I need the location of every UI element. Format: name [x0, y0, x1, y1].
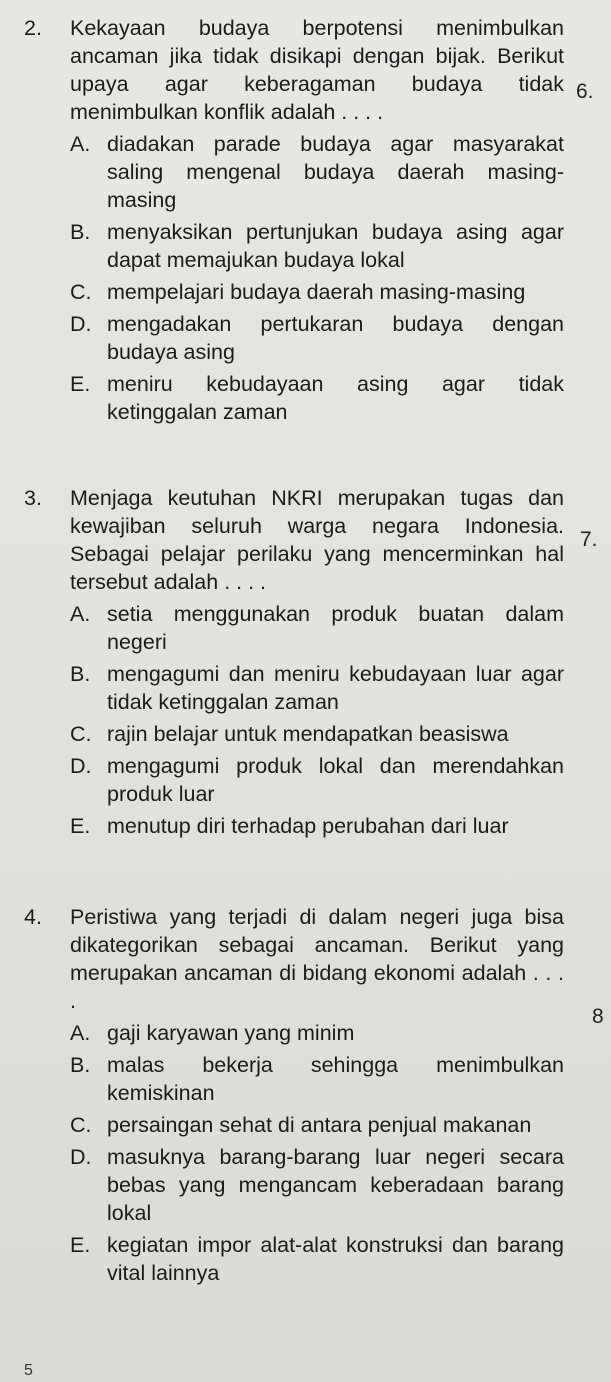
option-b[interactable] — [70, 660, 564, 716]
option-text: mempelajari budaya daerah masing-masing — [107, 280, 526, 304]
option-text: kegiatan impor alat-alat konstruksi dan barang vital lainnya — [107, 1233, 564, 1285]
option-text: mengagumi produk lokal dan merendahkan produk luar — [107, 754, 564, 806]
question-number: 4. — [24, 905, 42, 929]
option-label: E. — [70, 1233, 91, 1257]
option-a[interactable] — [70, 600, 564, 656]
option-text: menyaksikan pertunjukan budaya asing agar dapat memajukan budaya lokal — [107, 220, 564, 272]
option-d[interactable] — [70, 1143, 564, 1227]
question-4 — [24, 903, 564, 1287]
option-a[interactable] — [70, 130, 564, 214]
option-b[interactable] — [70, 218, 564, 274]
option-label: C. — [70, 722, 92, 746]
option-e[interactable] — [70, 1231, 564, 1287]
option-e[interactable] — [70, 812, 564, 840]
question-text: Kekayaan budaya berpotensi menimbulkan ancaman jika tidak disikapi dengan bijak. Berikut upaya agar keberagaman budaya tidak menimbulkan konflik adalah . . . . — [70, 16, 564, 124]
option-label: B. — [70, 220, 91, 244]
option-e[interactable] — [70, 370, 564, 426]
option-c[interactable] — [70, 278, 564, 306]
next-column-number-8: 8 — [592, 1005, 604, 1028]
option-text: meniru kebudayaan asing agar tidak ketinggalan zaman — [107, 372, 564, 424]
option-label: E. — [70, 814, 91, 838]
option-c[interactable] — [70, 1111, 564, 1139]
options-list — [70, 600, 564, 840]
option-text: malas bekerja sehingga menimbulkan kemiskinan — [107, 1053, 564, 1105]
option-label: B. — [70, 1053, 91, 1077]
option-text: mengadakan pertukaran budaya dengan budaya asing — [107, 312, 564, 364]
option-text: masuknya barang-barang luar negeri secara bebas yang mengancam keberadaan barang lokal — [107, 1145, 564, 1225]
option-label: B. — [70, 662, 91, 686]
options-list — [70, 1019, 564, 1287]
question-number: 3. — [24, 486, 42, 510]
option-label: C. — [70, 1113, 92, 1137]
next-column-number-7: 7. — [580, 528, 598, 551]
option-label: A. — [70, 602, 91, 626]
question-3 — [24, 484, 564, 840]
question-number: 2. — [24, 16, 42, 40]
option-label: E. — [70, 372, 91, 396]
option-c[interactable] — [70, 720, 564, 748]
next-column-number-6: 6. — [576, 80, 594, 103]
option-d[interactable] — [70, 752, 564, 808]
question-2 — [24, 14, 564, 426]
option-text: persaingan sehat di antara penjual makanan — [107, 1113, 532, 1137]
option-label: C. — [70, 280, 92, 304]
option-d[interactable] — [70, 310, 564, 366]
option-text: setia menggunakan produk buatan dalam negeri — [107, 602, 564, 654]
option-label: A. — [70, 132, 91, 156]
option-text: menutup diri terhadap perubahan dari luar — [107, 814, 509, 838]
option-b[interactable] — [70, 1051, 564, 1107]
option-label: D. — [70, 1145, 92, 1169]
question-text: Menjaga keutuhan NKRI merupakan tugas dan kewajiban seluruh warga negara Indonesia. Sebagai pelajar perilaku yang mencerminkan hal tersebut adalah . . . . — [70, 486, 564, 594]
page-number: 5 — [24, 1362, 33, 1379]
option-label: D. — [70, 754, 92, 778]
options-list — [70, 130, 564, 426]
option-label: A. — [70, 1021, 91, 1045]
option-text: rajin belajar untuk mendapatkan beasiswa — [107, 722, 509, 746]
option-text: gaji karyawan yang minim — [107, 1021, 355, 1045]
option-text: diadakan parade budaya agar masyarakat saling mengenal budaya daerah masing-masing — [107, 132, 564, 212]
option-text: mengagumi dan meniru kebudayaan luar agar tidak ketinggalan zaman — [107, 662, 564, 714]
option-a[interactable] — [70, 1019, 564, 1047]
option-label: D. — [70, 312, 92, 336]
question-text: Peristiwa yang terjadi di dalam negeri juga bisa dikategorikan sebagai ancaman. Berikut yang merupakan ancaman di bidang ekonomi adalah . . . . — [70, 905, 564, 1013]
